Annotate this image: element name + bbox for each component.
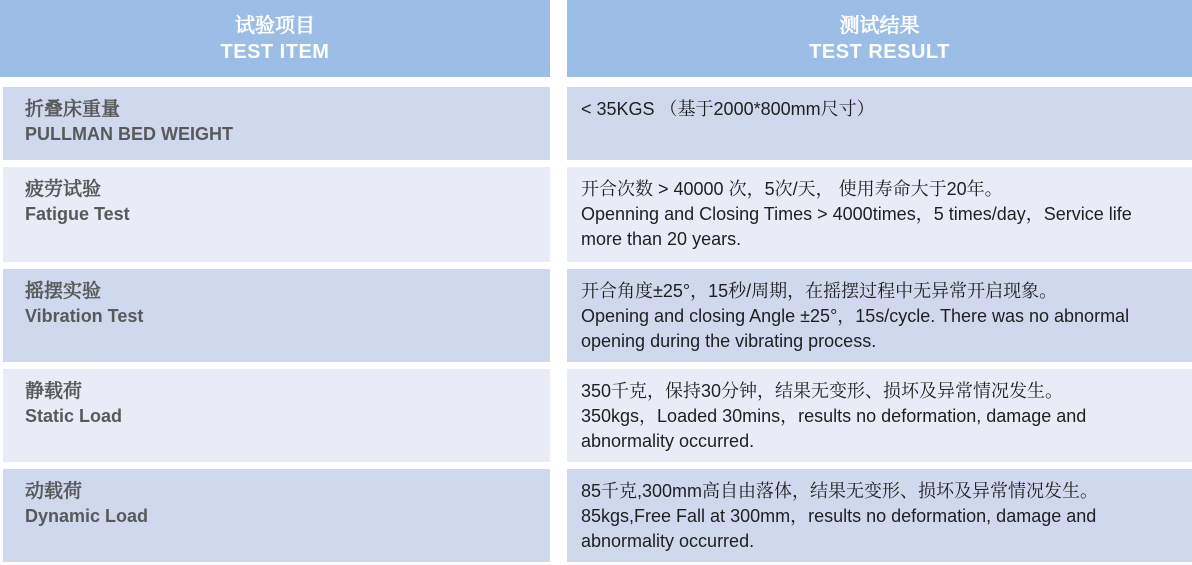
item-cell-vibration-test [0, 269, 550, 362]
item-label-en: Static Load [25, 406, 123, 426]
table-row-dynamic-load [0, 469, 1192, 562]
column-gutter [550, 87, 567, 160]
result-cell-pullman-bed-weight [567, 87, 1192, 160]
column-gutter [550, 469, 567, 562]
item-cell-pullman-bed-weight [0, 87, 550, 160]
header-test-result-zh: 测试结果 [839, 14, 920, 37]
item-cell-static-load [0, 369, 550, 462]
result-text-en: Opening and closing Angle ±25°，15s/cycle. There was no abnormal opening during the vibrating process. [581, 306, 1130, 351]
item-label-zh: 静载荷 [25, 381, 83, 402]
item-cell-fatigue-test [0, 167, 550, 262]
item-label-en: Dynamic Load [25, 506, 149, 526]
item-label-zh: 动载荷 [25, 481, 83, 502]
column-gutter [550, 167, 567, 262]
table-row-static-load [0, 369, 1192, 462]
result-text-en: 350kgs，Loaded 30mins，results no deformation, damage and abnormality occurred. [581, 406, 1087, 451]
result-text-zh: 开合次数 > 40000 次，5次/天， 使用寿命大于20年。 [581, 179, 1003, 199]
result-text-en: 85kgs,Free Fall at 300mm，results no deformation, damage and abnormality occurred. [581, 506, 1097, 551]
result-text-en: Openning and Closing Times > 4000times，5 times/day，Service life more than 20 years. [581, 204, 1132, 249]
table-row-pullman-bed-weight [0, 87, 1192, 160]
header-test-result-en: TEST RESULT [809, 40, 950, 63]
item-label-zh: 摇摆实验 [25, 281, 102, 302]
item-label-en: Fatigue Test [25, 204, 130, 224]
column-gutter [550, 369, 567, 462]
item-label-en: PULLMAN BED WEIGHT [25, 124, 233, 144]
header-test-result [567, 0, 1192, 77]
item-label-zh: 折叠床重量 [25, 99, 121, 120]
item-label-en: Vibration Test [25, 306, 144, 326]
table-row-vibration-test [0, 269, 1192, 362]
item-cell-dynamic-load [0, 469, 550, 562]
result-cell-fatigue-test [567, 167, 1192, 262]
result-text-zh: < 35KGS （基于2000*800mm尺寸） [581, 99, 875, 119]
table-row-fatigue-test [0, 167, 1192, 262]
header-test-item-zh: 试验项目 [235, 14, 315, 37]
column-gutter [550, 0, 567, 77]
result-cell-static-load [567, 369, 1192, 462]
table-header-row [0, 0, 1192, 77]
result-text-zh: 350千克，保持30分钟，结果无变形、损坏及异常情况发生。 [581, 381, 1064, 401]
result-text-zh: 开合角度±25°，15秒/周期，在摇摆过程中无异常开启现象。 [581, 281, 1058, 301]
item-label-zh: 疲劳试验 [25, 179, 102, 200]
header-test-item [0, 0, 550, 77]
result-text-zh: 85千克,300mm高自由落体，结果无变形、损坏及异常情况发生。 [581, 481, 1099, 501]
result-cell-vibration-test [567, 269, 1192, 362]
column-gutter [550, 269, 567, 362]
result-cell-dynamic-load [567, 469, 1192, 562]
header-test-item-en: TEST ITEM [220, 40, 330, 63]
